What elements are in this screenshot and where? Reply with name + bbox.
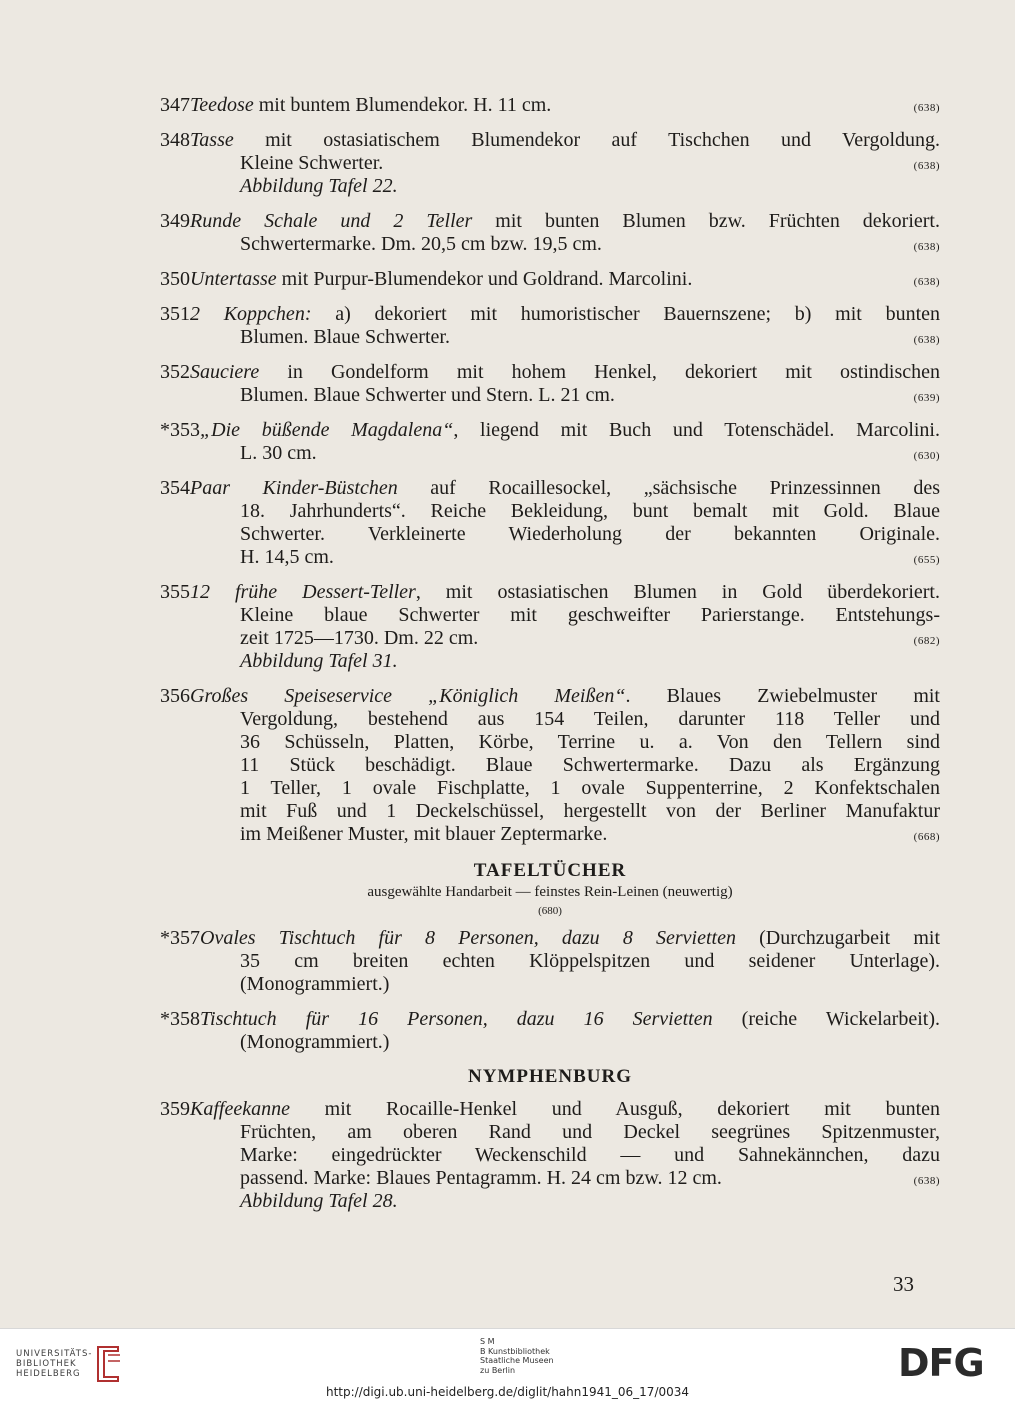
entry-line bbox=[160, 1190, 940, 1213]
entry-title: 12 frühe Dessert-Teller bbox=[190, 581, 416, 603]
entry-line bbox=[160, 627, 940, 650]
credit-line: S M bbox=[480, 1337, 495, 1346]
entry-number: *357 bbox=[160, 927, 200, 949]
page-number: 33 bbox=[893, 1272, 914, 1296]
catalog-entry bbox=[160, 129, 940, 198]
entry-line bbox=[160, 419, 940, 442]
entry-line bbox=[160, 650, 940, 673]
entry-title: Teedose bbox=[190, 94, 254, 116]
entry-title: „Die büßende Magdalena“ bbox=[200, 419, 454, 441]
catalog-entry bbox=[160, 1008, 940, 1054]
catalog-entry bbox=[160, 94, 940, 117]
entry-line bbox=[160, 500, 940, 523]
entry-line bbox=[160, 754, 940, 777]
entry-text: in Gondelform mit hohem Henkel, dekoriert mit ostindischen bbox=[259, 361, 940, 383]
entry-line bbox=[160, 685, 940, 708]
viewer-footer bbox=[0, 1328, 1015, 1401]
entry-text: 35 cm breiten echten Klöppelspitzen und seidener Unterlage). bbox=[240, 950, 940, 972]
catalog-entry bbox=[160, 361, 940, 407]
library-line: UNIVERSITÄTS- bbox=[16, 1349, 93, 1359]
section-tafeltuecher bbox=[160, 860, 940, 917]
entry-line bbox=[160, 604, 940, 627]
entries-list bbox=[160, 94, 940, 1225]
entry-title: Ovales Tischtuch für 8 Personen, dazu 8 Servietten bbox=[200, 927, 736, 949]
entry-line bbox=[160, 1144, 940, 1167]
entry-number: *358 bbox=[160, 1008, 200, 1030]
entry-text: mit Purpur-Blumendekor und Goldrand. Marcolini. bbox=[276, 268, 693, 290]
entry-number: 352 bbox=[160, 361, 190, 383]
entry-line bbox=[160, 303, 940, 326]
entry-line bbox=[160, 1167, 940, 1190]
entry-line bbox=[160, 210, 940, 233]
library-name bbox=[16, 1349, 92, 1379]
entry-number: 359 bbox=[160, 1098, 190, 1120]
entry-text: (Monogrammiert.) bbox=[240, 1031, 390, 1053]
entry-line bbox=[160, 361, 940, 384]
entry-title: Kaffeekanne bbox=[190, 1098, 290, 1120]
entry-text: zeit 1725—1730. Dm. 22 cm. bbox=[240, 627, 479, 649]
entry-line bbox=[160, 175, 940, 198]
entry-code: (638) bbox=[913, 1175, 940, 1187]
entry-number: 356 bbox=[160, 685, 190, 707]
entry-number: 350 bbox=[160, 268, 190, 290]
catalog-entry bbox=[160, 210, 940, 256]
catalog-entry bbox=[160, 685, 940, 846]
catalog-entry bbox=[160, 419, 940, 465]
credit-line: B Kunstbibliothek bbox=[480, 1346, 550, 1356]
section-code: (680) bbox=[538, 905, 562, 917]
entry-code: (630) bbox=[913, 450, 940, 462]
entry-number: 355 bbox=[160, 581, 190, 603]
entries-group-tafeltuecher bbox=[160, 927, 940, 1054]
dfg-logo: DFG bbox=[898, 1341, 984, 1385]
entry-text: auf Rocaillesockel, „sächsische Prinzessinnen des bbox=[397, 477, 940, 499]
entry-line bbox=[160, 326, 940, 349]
entry-title: Abbildung Tafel 22. bbox=[240, 175, 398, 197]
entry-title: Sauciere bbox=[190, 361, 260, 383]
entry-text: 36 Schüsseln, Platten, Körbe, Terrine u. a. Von den Tellern sind bbox=[240, 731, 940, 753]
entry-text: Kleine Schwerter. bbox=[240, 152, 384, 174]
library-line: BIBLIOTHEK bbox=[16, 1359, 77, 1369]
entry-line bbox=[160, 1098, 940, 1121]
entry-text: , mit ostasiatischen Blumen in Gold überdekoriert. bbox=[415, 581, 940, 603]
entry-line bbox=[160, 581, 940, 604]
entry-line bbox=[160, 152, 940, 175]
entry-line bbox=[160, 973, 940, 996]
entry-code: (682) bbox=[913, 635, 940, 647]
entry-title: Runde Schale und 2 Teller bbox=[190, 210, 473, 232]
entry-line bbox=[160, 477, 940, 500]
entry-text: mit Rocaille-Henkel und Ausguß, dekoriert mit bunten bbox=[289, 1098, 940, 1120]
library-line: HEIDELBERG bbox=[16, 1369, 81, 1379]
entry-line bbox=[160, 731, 940, 754]
entry-text: Schwertermarke. Dm. 20,5 cm bzw. 19,5 cm. bbox=[240, 233, 602, 255]
entry-line bbox=[160, 927, 940, 950]
catalog-entry bbox=[160, 268, 940, 291]
entries-group-nymphenburg bbox=[160, 1098, 940, 1213]
entry-text: , liegend mit Buch und Totenschädel. Marcolini. bbox=[453, 419, 940, 441]
entry-text: 18. Jahrhunderts“. Reiche Bekleidung, bunt bemalt mit Gold. Blaue bbox=[240, 500, 940, 522]
catalog-entry bbox=[160, 477, 940, 569]
entry-text: mit ostasiatischem Blumendekor auf Tischchen und Vergoldung. bbox=[233, 129, 940, 151]
entry-text: Vergoldung, bestehend aus 154 Teilen, darunter 118 Teller und bbox=[240, 708, 940, 730]
catalog-entry bbox=[160, 1098, 940, 1213]
entry-title: 2 Koppchen: bbox=[190, 303, 312, 325]
entry-line bbox=[160, 1008, 940, 1031]
entry-code: (638) bbox=[913, 334, 940, 346]
entry-line bbox=[160, 384, 940, 407]
entry-title: Abbildung Tafel 28. bbox=[240, 1190, 398, 1212]
catalog-entry bbox=[160, 581, 940, 673]
entry-number: 354 bbox=[160, 477, 190, 499]
entry-title: Abbildung Tafel 31. bbox=[240, 650, 398, 672]
entry-number: 348 bbox=[160, 129, 190, 151]
entry-line bbox=[160, 442, 940, 465]
entry-text: 11 Stück beschädigt. Blaue Schwertermarke. Dazu als Ergänzung bbox=[240, 754, 940, 776]
entry-text: H. 14,5 cm. bbox=[240, 546, 334, 568]
entry-title: Paar Kinder-Büstchen bbox=[190, 477, 398, 499]
entry-number: *353 bbox=[160, 419, 200, 441]
entry-text: (reiche Wickelarbeit). bbox=[712, 1008, 940, 1030]
section-nymphenburg bbox=[160, 1066, 940, 1088]
entry-text: Schwerter. Verkleinerte Wiederholung der bekannten Originale. bbox=[240, 523, 940, 545]
library-logo-icon bbox=[92, 1343, 124, 1385]
entry-text: (Monogrammiert.) bbox=[240, 973, 390, 995]
entry-title: Tasse bbox=[190, 129, 234, 151]
entry-line bbox=[160, 268, 940, 291]
catalog-entry bbox=[160, 303, 940, 349]
entry-line bbox=[160, 233, 940, 256]
entry-text: . Blaues Zwiebelmuster mit bbox=[625, 685, 940, 707]
entry-line bbox=[160, 1121, 940, 1144]
entry-code: (668) bbox=[913, 831, 940, 843]
credit-line: zu Berlin bbox=[480, 1365, 516, 1375]
entry-line bbox=[160, 708, 940, 731]
entry-text: a) dekoriert mit humoristischer Bauernszene; b) mit bunten bbox=[311, 303, 940, 325]
entry-text: im Meißener Muster, mit blauer Zeptermarke. bbox=[240, 823, 608, 845]
section-title: NYMPHENBURG bbox=[467, 1066, 633, 1087]
section-subtitle: ausgewählte Handarbeit — feinstes Rein-Leinen (neuwertig) bbox=[367, 884, 733, 900]
entry-line bbox=[160, 94, 940, 117]
museum-credit bbox=[480, 1337, 554, 1375]
entry-line bbox=[160, 777, 940, 800]
entry-text: mit buntem Blumendekor. H. 11 cm. bbox=[253, 94, 552, 116]
entry-code: (638) bbox=[913, 160, 940, 172]
entry-code: (655) bbox=[913, 554, 940, 566]
entry-text: passend. Marke: Blaues Pentagramm. H. 24 cm bzw. 12 cm. bbox=[240, 1167, 722, 1189]
entry-title: Untertasse bbox=[190, 268, 277, 290]
entries-group-meissen bbox=[160, 94, 940, 846]
entry-line bbox=[160, 546, 940, 569]
catalog-entry bbox=[160, 927, 940, 996]
entry-number: 347 bbox=[160, 94, 190, 116]
entry-line bbox=[160, 950, 940, 973]
entry-text: Früchten, am oberen Rand und Deckel seegrünes Spitzenmuster, bbox=[240, 1121, 940, 1143]
entry-text: Blumen. Blaue Schwerter. bbox=[240, 326, 450, 348]
entry-text: Marke: eingedrückter Weckenschild — und Sahnekännchen, dazu bbox=[240, 1144, 940, 1166]
credit-line: Staatliche Museen bbox=[480, 1356, 554, 1365]
entry-text: 1 Teller, 1 ovale Fischplatte, 1 ovale Suppenterrine, 2 Konfektschalen bbox=[240, 777, 940, 799]
entry-line bbox=[160, 523, 940, 546]
entry-title: Großes Speiseservice „Königlich Meißen“ bbox=[190, 685, 626, 707]
entry-title: Tischtuch für 16 Personen, dazu 16 Servietten bbox=[200, 1008, 713, 1030]
entry-line bbox=[160, 800, 940, 823]
entry-number: 349 bbox=[160, 210, 190, 232]
entry-code: (639) bbox=[913, 392, 940, 404]
entry-code: (638) bbox=[913, 276, 940, 288]
entry-text: mit bunten Blumen bzw. Früchten dekoriert. bbox=[472, 210, 940, 232]
entry-text: (Durchzugarbeit mit bbox=[735, 927, 941, 949]
section-title: TAFELTÜCHER bbox=[473, 860, 627, 881]
entry-line bbox=[160, 1031, 940, 1054]
entry-code: (638) bbox=[913, 241, 940, 253]
entry-number: 351 bbox=[160, 303, 190, 325]
entry-text: Blumen. Blaue Schwerter und Stern. L. 21 cm. bbox=[240, 384, 615, 406]
entry-text: mit Fuß und 1 Deckelschüssel, hergestellt von der Berliner Manufaktur bbox=[240, 800, 940, 822]
entry-code: (638) bbox=[913, 102, 940, 114]
permalink-url[interactable]: http://digi.ub.uni-heidelberg.de/diglit/hahn1941_06_17/0034 bbox=[325, 1385, 690, 1399]
entry-line bbox=[160, 823, 940, 846]
entry-text: Kleine blaue Schwerter mit geschweifter Parierstange. Entstehungs- bbox=[240, 604, 940, 626]
entry-text: L. 30 cm. bbox=[240, 442, 317, 464]
entry-line bbox=[160, 129, 940, 152]
